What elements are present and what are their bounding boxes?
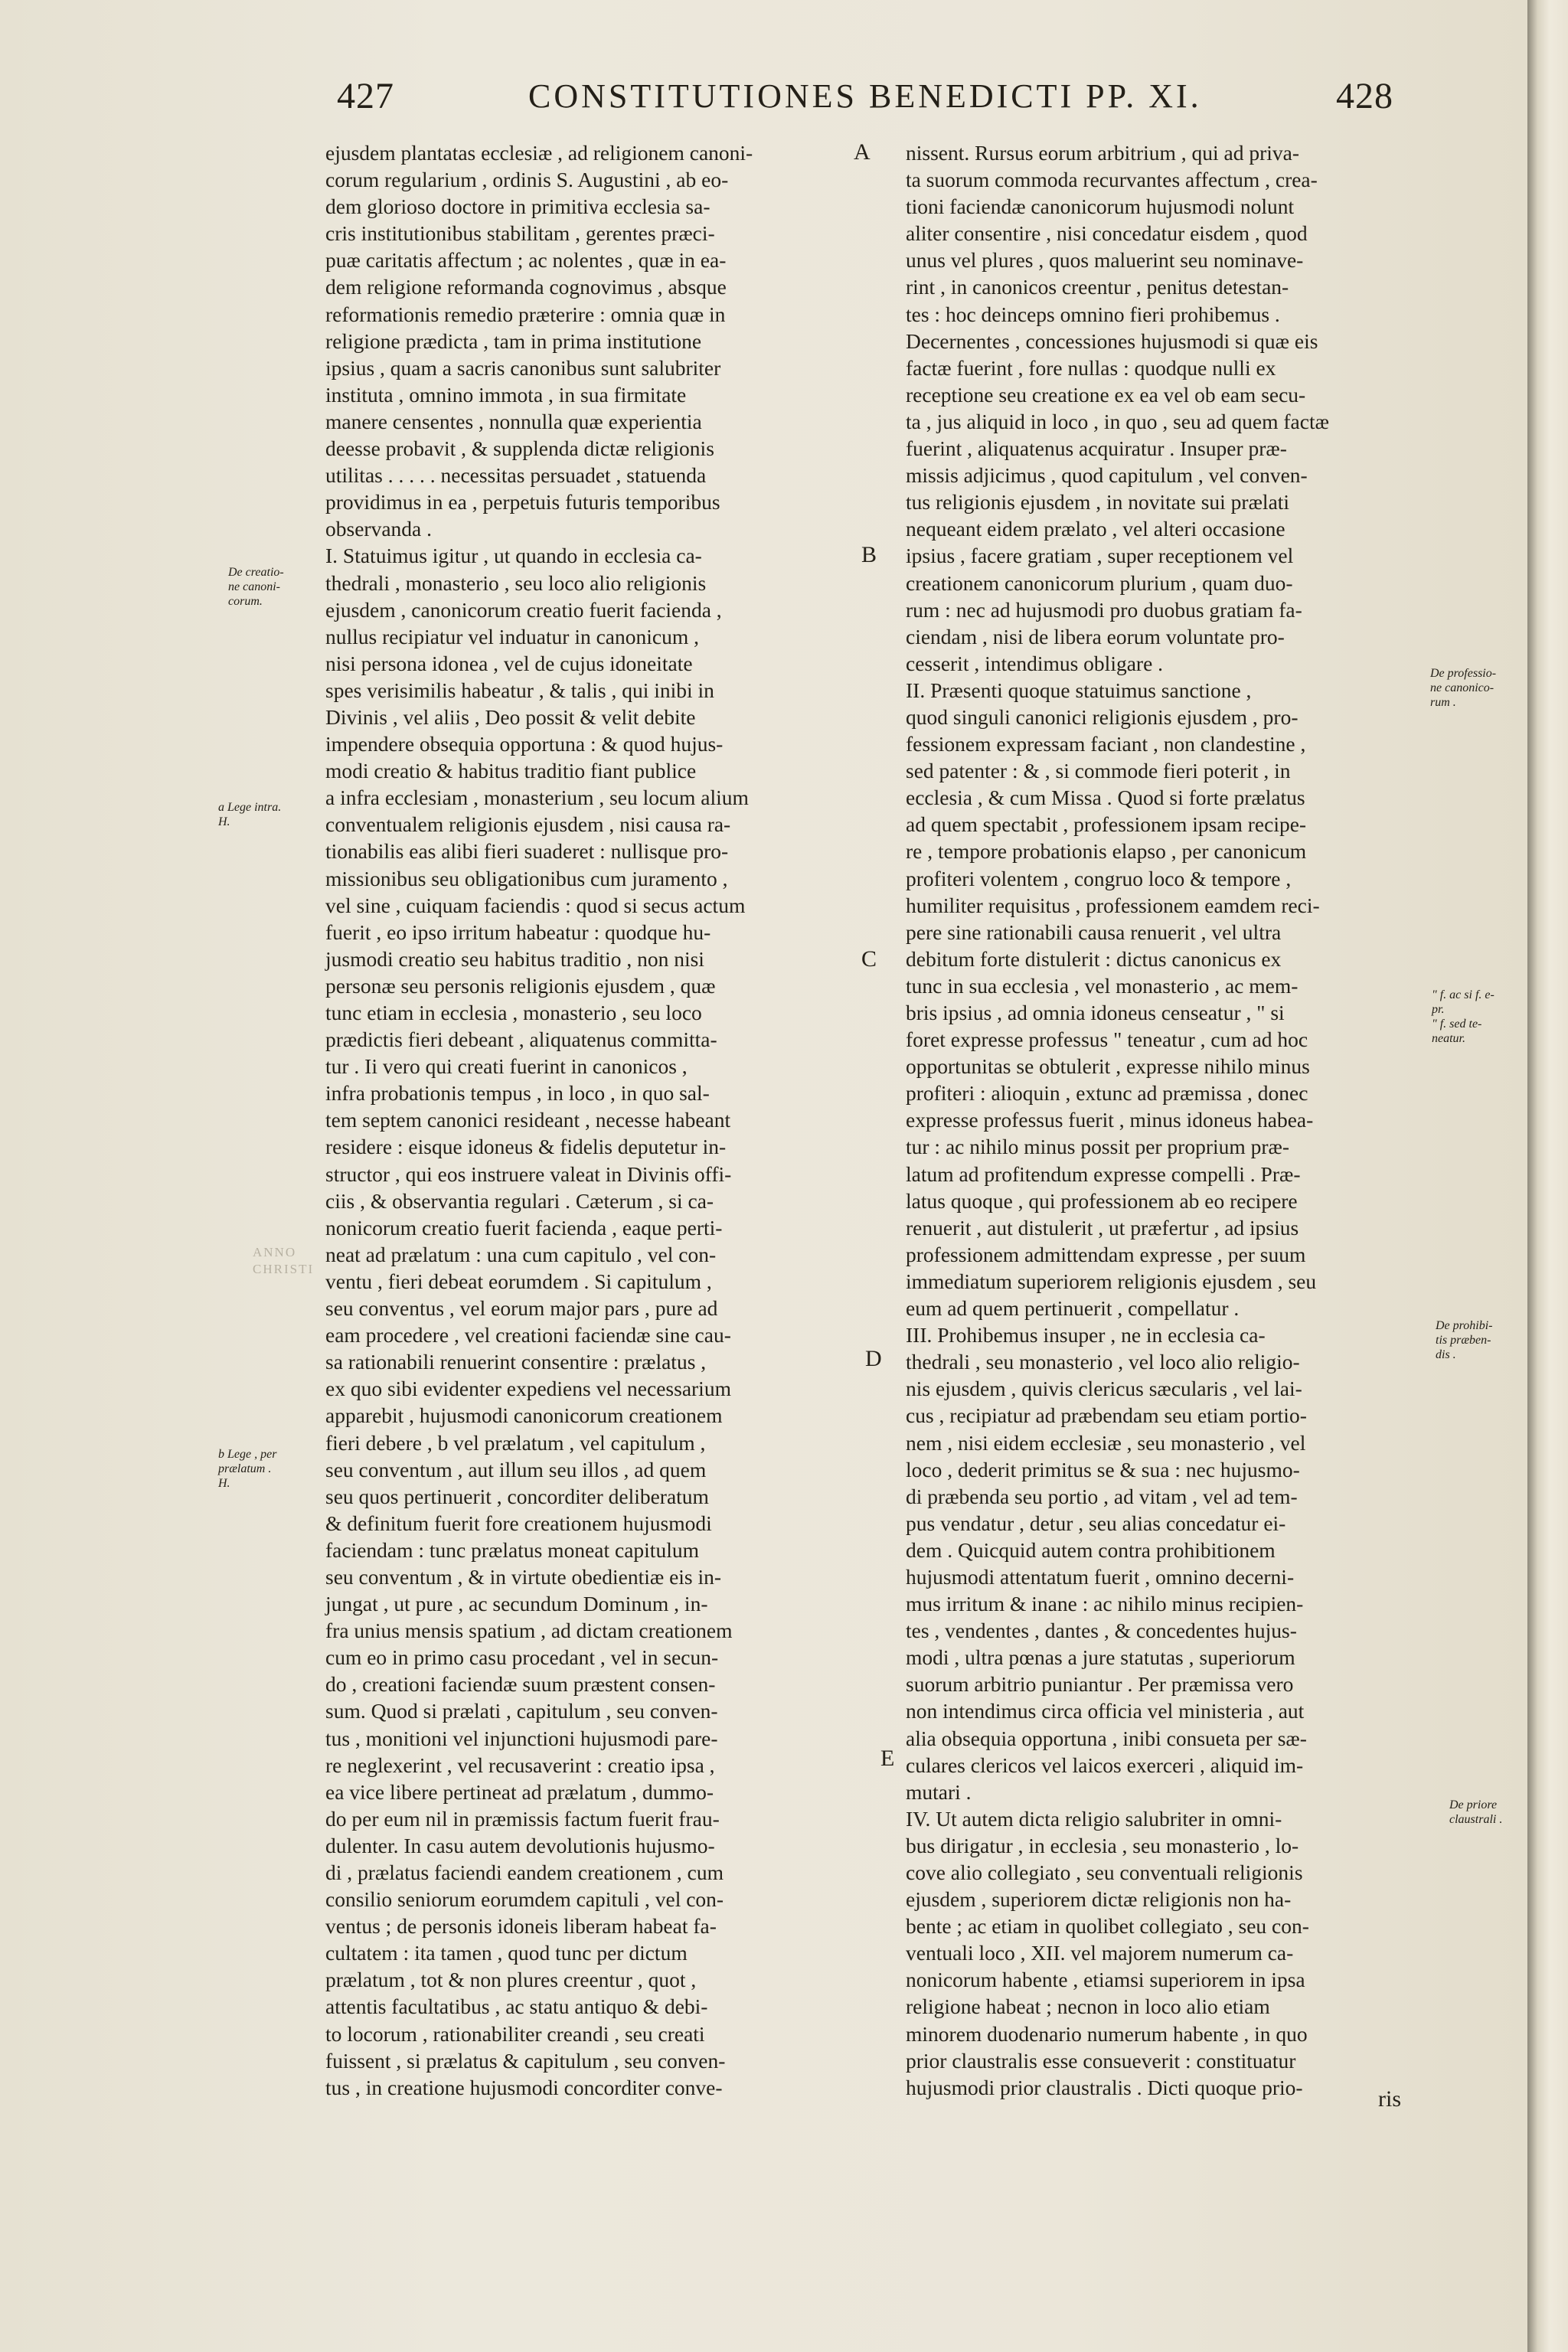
margin-note-lege-per-praelatum: b Lege , per prælatum . H. — [218, 1448, 277, 1490]
margin-note-lege-intra: a Lege intra. H. — [218, 801, 282, 828]
right-page-number: 428 — [1336, 76, 1393, 116]
section-letter-c: C — [861, 946, 877, 972]
margin-note-de-prohibitis: De prohibi- tis præben- dis . — [1436, 1319, 1493, 1361]
section-letter-d: D — [865, 1346, 882, 1371]
section-letter-e: E — [880, 1746, 895, 1771]
margin-note-f-ac-si: " f. ac si f. e- pr. " f. sed te- neatur. — [1432, 988, 1494, 1045]
running-title: CONSTITUTIONES BENEDICTI PP. XI. — [528, 77, 1202, 115]
right-text-column: nissent. Rursus eorum arbitrium , qui ad priva- ta suorum commoda recurvantes affectum , crea- tioni faciendæ canonicorum hujusmodi nolunt aliter consentire , nisi concedatur eisdem , quod unus vel plures , quos maluerint seu nominave- rint , in canonicos creentur , penitus detestan- tes : hoc deinceps omnino fieri prohibemus . Decernentes , concessiones hujusmodi si quæ eis factæ fuerint , fore nullas : quodque nulli ex receptione seu creatione ex ea vel ob eam secu- ta , jus aliquid in loco , in quo , seu ad quem factæ fuerint , aliquatenus acquiratur . Insuper præ- missis adjicimus , quod capitulum , vel conven- tus religionis ejusdem , in novitate sui prælati nequeant eidem prælato , vel alteri occasione ipsius , facere gratiam , super receptionem vel creationem canonicorum plurium , quam duo- rum : nec ad hujusmodi pro duobus gratiam fa- ciendam , nisi de libera eorum voluntate pro- cesserit , intendimus obligare . II. Præsenti quoque statuimus sanctione , quod singuli canonici religionis ejusdem , pro- fessionem expressam faciant , non clandestine , sed patenter : & , si commode fieri poterit , in ecclesia , & cum Missa . Quod si forte prælatus ad quem spectabit , professionem ipsam recipe- re , tempore probationis elapso , per canonicum profiteri volentem , congruo loco & tempore , humiliter requisitus , professionem eamdem reci- pere sine rationabili causa renuerit , vel ultra debitum forte distulerit : dictus canonicus ex tunc in sua ecclesia , vel monasterio , ac mem- bris ipsius , ad omnia idoneus censeatur , " si foret expresse professus " teneatur , cum ad hoc opportunitas se obtulerit , expresse nihilo minus profiteri : alioquin , extunc ad præmissa , donec expresse professus fuerit , minus idoneus habea- tur : ac nihilo minus possit per proprium præ- latum ad profitendum expresse compelli . Præ- latus quoque , qui professionem ab eo recipere renuerit , aut distulerit , ut præfertur , ad ipsius professionem admittendam expresse , per suum immediatum superiorem religionis ejusdem , seu eum ad quem pertinuerit , compellatur . III. Prohibemus insuper , ne in ecclesia ca- thedrali , seu monasterio , vel loco alio religio- nis ejusdem , quivis clericus sæcularis , vel lai- cus , recipiatur ad præbendam seu etiam portio- nem , nisi eidem ecclesiæ , seu monasterio , vel loco , dederit primitus se & sua : nec hujusmo- di præbenda seu portio , ad vitam , vel ad tem- pus vendatur , detur , seu alias concedatur ei- dem . Quicquid autem contra prohibitionem hujusmodi attentatum fuerit , omnino decerni- mus irritum & inane : ac nihilo minus recipien- tes , vendentes , dantes , & concedentes hujus- modi , ultra pœnas a jure statutas , superiorum suorum arbitrio puniantur . Per præmissa vero non intendimus circa officia vel ministeria , aut alia obsequia opportuna , inibi consueta per sæ- culares clericos vel laicos exerceri , aliquid im- mutari . IV. Ut autem dicta religio salubriter in omni- bus dirigatur , in ecclesia , seu monasterio , lo- cove alio collegiato , seu conventuali religionis ejusdem , superiorem dictæ religionis non ha- bente ; ac etiam in quolibet collegiato , seu con- ventuali loco , XII. vel majorem numerum ca- nonicorum habente , etiamsi superiorem in ipsa religione habeat ; necnon in loco alio etiam minorem duodenario numerum habente , in quo prior claustralis esse consueverit : constituatur hujusmodi prior claustralis . Dicti quoque prio- — [906, 141, 1329, 2099]
section-letter-a: A — [854, 139, 871, 165]
catchword: ris — [1378, 2086, 1401, 2112]
margin-note-de-creatione: De creatio- ne canoni- corum. — [228, 566, 284, 608]
left-text-column: ejusdem plantatas ecclesiæ , ad religionem canoni- corum regularium , ordinis S. Augustini , ab eo- dem glorioso doctore in primitiva ecclesia sa- cris institutionibus stabilitam , gerentes præci- puæ caritatis affectum ; ac nolentes , quæ in ea- dem religione reformanda cognovimus , absque reformationis remedio præterire : omnia quæ in religione prædicta , tam in prima institutione ipsius , quam a sacris canonibus sunt salubriter instituta , omnino immota , in sua firmitate manere censentes , nonnulla quæ experientia deesse probavit , & supplenda dictæ religionis utilitas . . . . . necessitas persuadet , statuenda providimus in ea , perpetuis futuris temporibus observanda . I. Statuimus igitur , ut quando in ecclesia ca- thedrali , monasterio , seu loco alio religionis ejusdem , canonicorum creatio fuerit facienda , nullus recipiatur vel induatur in canonicum , nisi persona idonea , vel de cujus idoneitate spes verisimilis habeatur , & talis , qui inibi in Divinis , vel aliis , Deo possit & velit debite impendere obsequia opportuna : & quod hujus- modi creatio & habitus traditio fiant publice a infra ecclesiam , monasterium , seu locum alium conventualem religionis ejusdem , nisi causa ra- tionabilis eas alibi fieri suaderet : nullisque pro- missionibus seu obligationibus cum juramento , vel sine , cuiquam faciendis : quod si secus actum fuerit , eo ipso irritum habeatur : quodque hu- jusmodi creatio seu habitus traditio , non nisi personæ seu personis religionis ejusdem , quæ tunc etiam in ecclesia , monasterio , seu loco prædictis fieri debeant , aliquatenus committa- tur . Ii vero qui creati fuerint in canonicos , infra probationis tempus , in loco , in quo sal- tem septem canonici resideant , necesse habeant residere : eisque idoneus & fidelis deputetur in- structor , qui eos instruere valeat in Divinis offi- ciis , & observantia regulari . Cæterum , si ca- nonicorum creatio fuerit facienda , eaque perti- neat ad prælatum : una cum capitulo , vel con- ventu , fieri debeat eorumdem . Si capitulum , seu conventus , vel eorum major pars , pure ad eam procedere , vel creationi faciendæ sine cau- sa rationabili renuerint consentire : prælatus , ex quo sibi evidenter expediens vel necessarium apparebit , hujusmodi canonicorum creationem fieri debere , b vel prælatum , vel capitulum , seu conventum , aut illum seu illos , ad quem seu quos pertinuerit , concorditer deliberatum & definitum fuerit fore creationem hujusmodi faciendam : tunc prælatus moneat capitulum seu conventum , & in virtute obedientiæ eis in- jungat , ut pure , ac secundum Dominum , in- fra unius mensis spatium , ad dictam creationem cum eo in primo casu procedant , vel in secun- do , creationi faciendæ suum præstent consen- sum. Quod si prælati , capitulum , seu conven- tus , monitioni vel injunctioni hujusmodi pare- re neglexerint , vel recusaverint : creatio ipsa , ea vice libere pertineat ad prælatum , dummo- do per eum nil in præmissis factum fuerit frau- dulenter. In casu autem devolutionis hujusmo- di , prælatus faciendi eandem creationem , cum consilio seniorum eorumdem capituli , vel con- ventus ; de personis idoneis liberam habeat fa- cultatem : ita tamen , quod tunc per dictum prælatum , tot & non plures creentur , quot , attentis facultatibus , ac statu antiquo & debi- to locorum , rationabiliter creandi , seu creati fuissent , si prælatus & capitulum , seu conven- tus , in creatione hujusmodi concorditer conve- — [325, 141, 753, 2099]
facing-page-edge — [1531, 0, 1568, 2352]
margin-note-de-priore: De priore claustrali . — [1449, 1798, 1503, 1826]
page-header — [0, 75, 1527, 129]
section-letter-b: B — [861, 542, 877, 567]
margin-note-de-professione: De professio- ne canonico- rum . — [1430, 667, 1497, 709]
left-page-number: 427 — [337, 76, 394, 116]
bleed-through-stamp: ANNO CHRISTI — [253, 1245, 315, 1276]
